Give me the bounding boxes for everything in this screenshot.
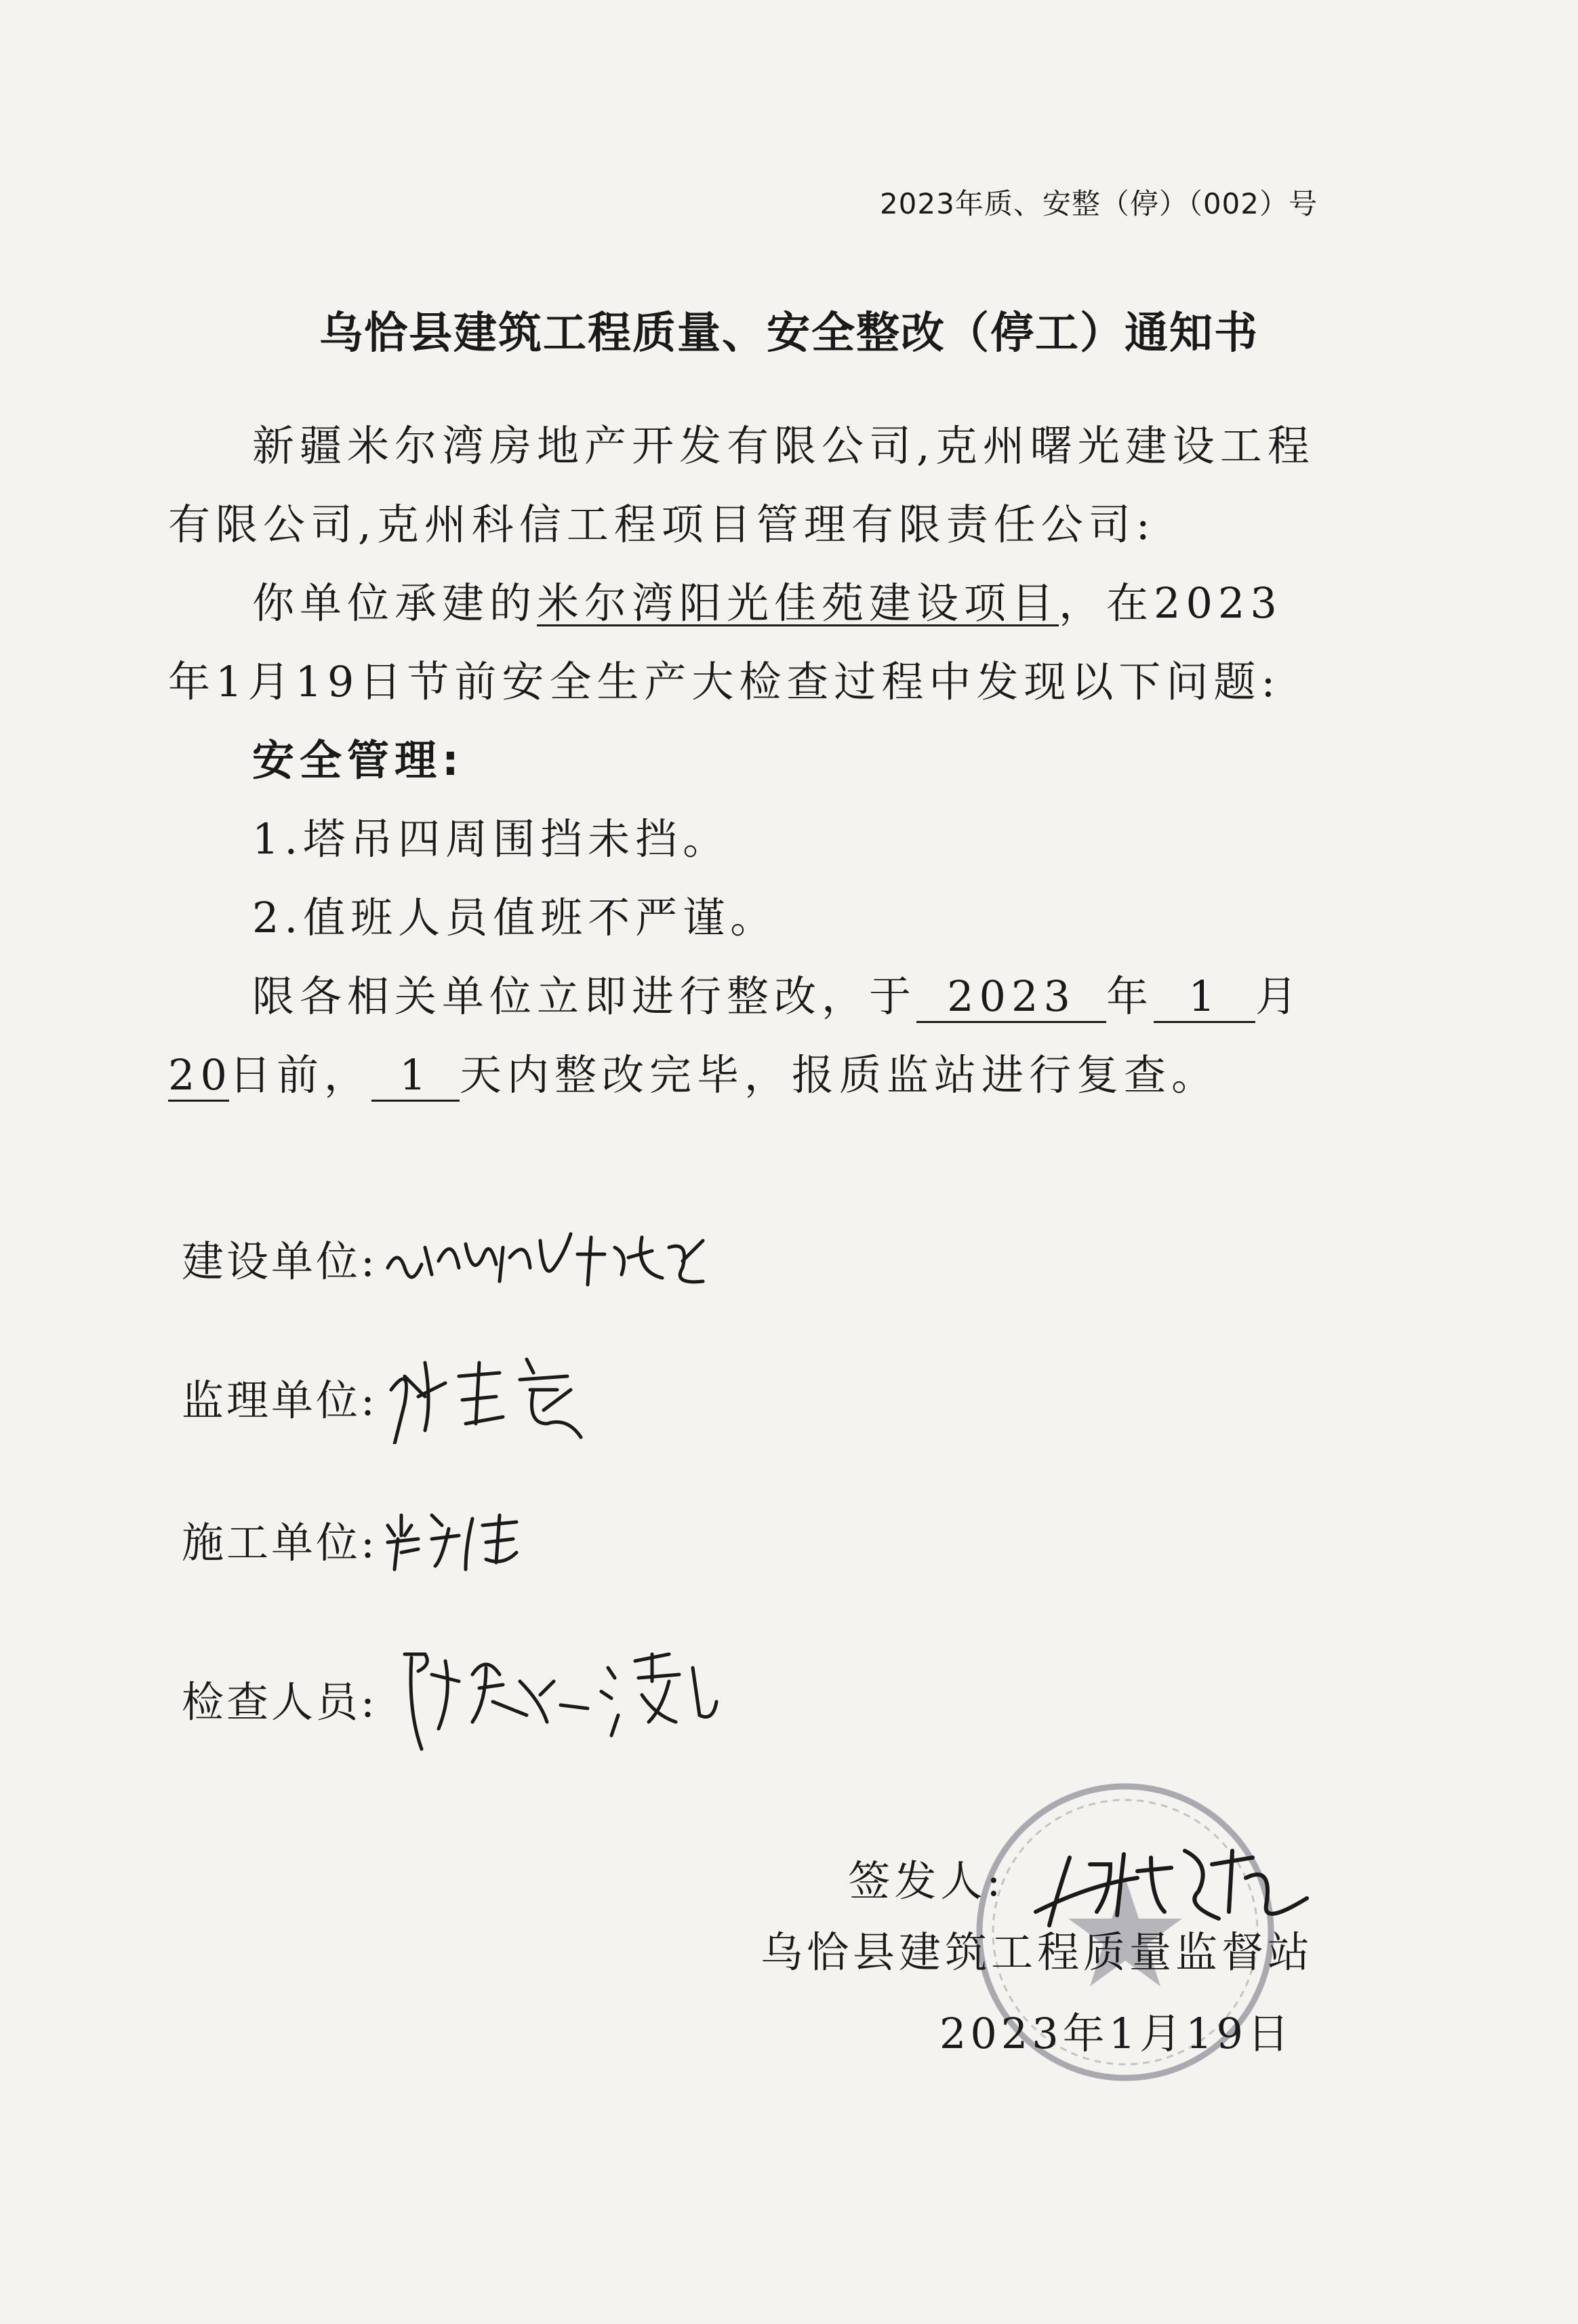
issue-date: 2023年1月19日 [939,2009,1293,2058]
construction-unit-label: 建设单位: [182,1236,378,1286]
issuer-signature [1029,1837,1314,1932]
month-unit: 月 [1255,971,1303,1021]
inspectors-label: 检查人员: [182,1677,378,1727]
contractor-signature [384,1505,533,1573]
supervision-signature [384,1349,601,1444]
deadline-month: 1 [1154,972,1255,1023]
deadline-paragraph [168,957,1320,1115]
inspectors-row [182,1641,764,1756]
body-text [168,407,1320,1115]
contractor-unit-label: 施工单位: [182,1517,378,1567]
contractor-unit-row [182,1505,533,1573]
day-unit: 日前， [229,1050,372,1100]
signer-label: 签发人: [848,1856,1005,1906]
supervision-unit-row [182,1349,601,1444]
intro-suffix: ，在2023年1月19日节前安全生产大检查过程中发现以下问题: [168,578,1282,706]
construction-signature [384,1220,737,1295]
deadline-days: 1 [371,1051,460,1102]
deadline-suffix: 天内整改完毕，报质监站进行复查。 [460,1050,1219,1100]
deadline-prefix: 限各相关单位立即进行整改，于 [252,971,917,1021]
issuer-organization: 乌恰县建筑工程质量监督站 [760,1927,1314,1977]
issue-item: 2.值班人员值班不严谨。 [252,893,778,942]
recipients: 新疆米尔湾房地产开发有限公司,克州曙光建设工程有限公司,克州科信工程项目管理有限责任公司: [168,421,1315,549]
inspectors-signature [384,1641,764,1756]
intro-paragraph [168,564,1320,721]
deadline-day: 20 [168,1051,229,1102]
supervision-unit-label: 监理单位: [182,1375,378,1425]
year-unit: 年 [1106,971,1154,1021]
deadline-year: 2023 [916,972,1106,1023]
intro-prefix: 你单位承建的 [252,578,538,628]
document-number: 2023年质、安整（停）（002）号 [879,187,1318,220]
issue-item: 1.塔吊四周围挡未挡。 [252,814,731,864]
project-name: 米尔湾阳光佳苑建设项目 [537,578,1059,628]
section-heading: 安全管理: [252,736,464,785]
issuer-signer-row [848,1837,1314,1932]
document-title: 乌恰县建筑工程质量、安全整改（停工）通知书 [319,308,1259,359]
construction-unit-row [182,1220,737,1295]
